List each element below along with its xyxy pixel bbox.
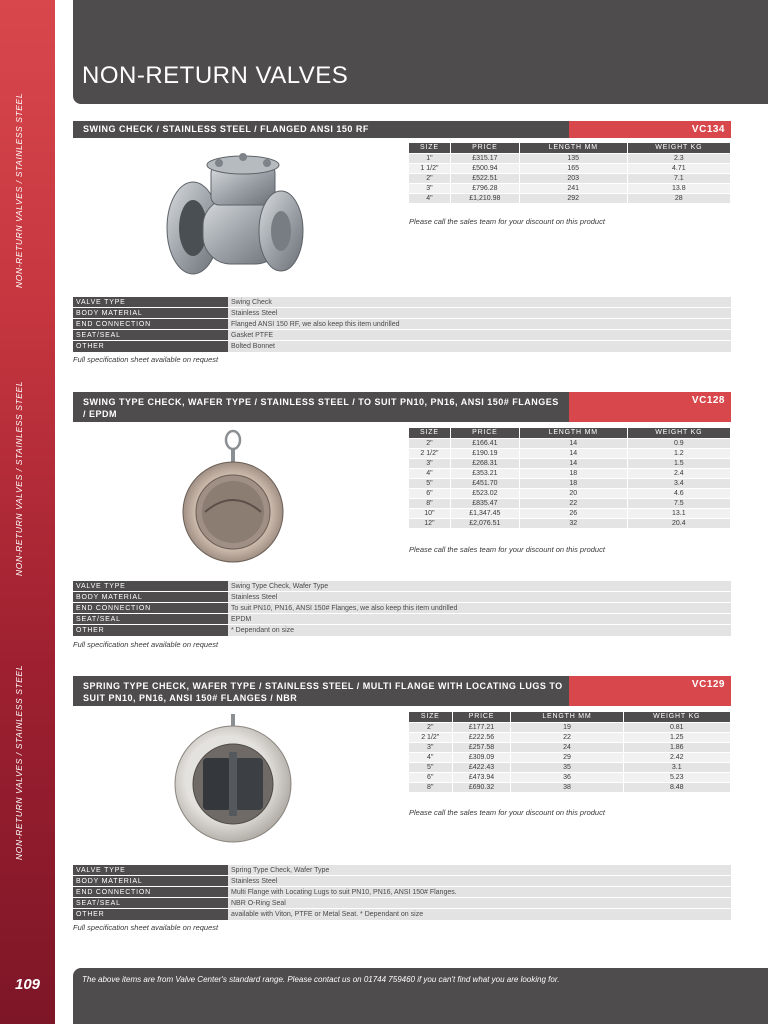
table-row — [409, 518, 731, 528]
size-table — [409, 143, 731, 203]
weight-cell: 4.71 — [627, 163, 730, 173]
spec-row — [73, 297, 731, 308]
spec-value: To suit PN10, PN16, ANSI 150# Flanges, we also keep this item undrilled — [228, 603, 731, 614]
size-cell: 12" — [409, 518, 450, 528]
full-spec-note: Full specification sheet available on request — [73, 640, 219, 649]
spec-key: OTHER — [73, 625, 228, 636]
spec-value: Swing Check — [228, 297, 731, 308]
spec-key: END CONNECTION — [73, 319, 228, 330]
price-cell: £268.31 — [450, 458, 519, 468]
table-row — [409, 458, 731, 468]
size-cell: 1" — [409, 153, 450, 163]
length-cell: 241 — [519, 183, 627, 193]
length-cell: 29 — [511, 752, 623, 762]
table-row — [409, 163, 731, 173]
spec-value: Bolted Bonnet — [228, 341, 731, 352]
column-header: LENGTH MM — [519, 428, 627, 438]
spec-row — [73, 876, 731, 887]
spec-value: Gasket PTFE — [228, 330, 731, 341]
length-cell: 36 — [511, 772, 623, 782]
price-cell: £177.21 — [452, 722, 511, 732]
column-header: LENGTH MM — [511, 712, 623, 722]
length-cell: 135 — [519, 153, 627, 163]
table-row — [409, 772, 731, 782]
price-cell: £222.56 — [452, 732, 511, 742]
spec-key: BODY MATERIAL — [73, 876, 228, 887]
full-spec-note: Full specification sheet available on request — [73, 355, 219, 364]
spec-key: VALVE TYPE — [73, 297, 228, 308]
size-cell: 10" — [409, 508, 450, 518]
column-header: WEIGHT KG — [627, 143, 730, 153]
length-cell: 22 — [511, 732, 623, 742]
table-row — [409, 498, 731, 508]
spec-row — [73, 308, 731, 319]
size-cell: 2" — [409, 438, 450, 448]
spec-key: END CONNECTION — [73, 887, 228, 898]
column-header: LENGTH MM — [519, 143, 627, 153]
table-row — [409, 762, 731, 772]
size-cell: 3" — [409, 183, 450, 193]
size-cell: 1 1/2" — [409, 163, 450, 173]
price-cell: £522.51 — [450, 173, 519, 183]
column-header: WEIGHT KG — [623, 712, 731, 722]
length-cell: 20 — [519, 488, 627, 498]
spec-table — [73, 864, 731, 920]
size-cell: 3" — [409, 458, 450, 468]
column-header: SIZE — [409, 712, 452, 722]
size-table — [409, 428, 731, 528]
column-header: PRICE — [452, 712, 511, 722]
weight-cell: 1.2 — [627, 448, 730, 458]
spec-row — [73, 319, 731, 330]
product-code: VC128 — [569, 392, 731, 422]
spec-value: Spring Type Check, Wafer Type — [228, 865, 731, 876]
spec-value: NBR O-Ring Seal — [228, 898, 731, 909]
spec-row — [73, 614, 731, 625]
weight-cell: 1.5 — [627, 458, 730, 468]
length-cell: 18 — [519, 468, 627, 478]
spec-row — [73, 625, 731, 636]
table-row — [409, 488, 731, 498]
price-cell: £1,347.45 — [450, 508, 519, 518]
spec-row — [73, 887, 731, 898]
price-cell: £835.47 — [450, 498, 519, 508]
product-header — [73, 392, 731, 422]
weight-cell: 13.8 — [627, 183, 730, 193]
product-code: VC129 — [569, 676, 731, 706]
sidebar-label: NON-RETURN VALVES / STAINLESS STEEL — [14, 664, 24, 860]
size-cell: 4" — [409, 193, 450, 203]
spec-key: BODY MATERIAL — [73, 308, 228, 319]
weight-cell: 1.25 — [623, 732, 731, 742]
footer-note: The above items are from Valve Center's standard range. Please contact us on 01744 759460 if you can't find what you are looking for. — [82, 975, 560, 984]
spec-key: OTHER — [73, 341, 228, 352]
product-vc129 — [73, 676, 731, 932]
spec-row — [73, 341, 731, 352]
spec-table — [73, 580, 731, 636]
table-row — [409, 448, 731, 458]
column-header: SIZE — [409, 143, 450, 153]
table-row — [409, 732, 731, 742]
price-cell: £500.94 — [450, 163, 519, 173]
spec-value: Swing Type Check, Wafer Type — [228, 581, 731, 592]
size-table — [409, 712, 731, 792]
length-cell: 14 — [519, 438, 627, 448]
spec-key: VALVE TYPE — [73, 865, 228, 876]
weight-cell: 5.23 — [623, 772, 731, 782]
spec-value: available with Viton, PTFE or Metal Seat. * Dependant on size — [228, 909, 731, 920]
size-cell: 2 1/2" — [409, 448, 450, 458]
weight-cell: 7.1 — [627, 173, 730, 183]
price-cell: £690.32 — [452, 782, 511, 792]
spec-row — [73, 865, 731, 876]
weight-cell: 1.86 — [623, 742, 731, 752]
size-cell: 2" — [409, 173, 450, 183]
length-cell: 203 — [519, 173, 627, 183]
table-row — [409, 438, 731, 448]
spec-row — [73, 603, 731, 614]
table-row — [409, 508, 731, 518]
weight-cell: 3.1 — [623, 762, 731, 772]
price-cell: £451.70 — [450, 478, 519, 488]
weight-cell: 13.1 — [627, 508, 730, 518]
weight-cell: 20.4 — [627, 518, 730, 528]
length-cell: 165 — [519, 163, 627, 173]
length-cell: 26 — [519, 508, 627, 518]
size-cell: 6" — [409, 772, 452, 782]
price-cell: £353.21 — [450, 468, 519, 478]
column-header: SIZE — [409, 428, 450, 438]
price-cell: £257.58 — [452, 742, 511, 752]
price-cell: £473.94 — [452, 772, 511, 782]
length-cell: 35 — [511, 762, 623, 772]
wafer-spring-check-valve-photo — [133, 712, 323, 847]
sidebar — [0, 0, 55, 1024]
swing-check-valve-photo — [133, 143, 323, 278]
length-cell: 19 — [511, 722, 623, 732]
page-title: NON-RETURN VALVES — [82, 62, 349, 89]
sidebar-label: NON-RETURN VALVES / STAINLESS STEEL — [14, 380, 24, 576]
size-cell: 5" — [409, 762, 452, 772]
size-cell: 4" — [409, 468, 450, 478]
size-cell: 5" — [409, 478, 450, 488]
spec-key: SEAT/SEAL — [73, 898, 228, 909]
weight-cell: 0.9 — [627, 438, 730, 448]
table-row — [409, 468, 731, 478]
product-code: VC134 — [569, 121, 731, 138]
length-cell: 14 — [519, 448, 627, 458]
size-cell: 8" — [409, 498, 450, 508]
spec-value: Multi Flange with Locating Lugs to suit PN10, PN16, ANSI 150# Flanges. — [228, 887, 731, 898]
weight-cell: 0.81 — [623, 722, 731, 732]
footer-band — [73, 968, 768, 1024]
weight-cell: 8.48 — [623, 782, 731, 792]
price-cell: £2,076.51 — [450, 518, 519, 528]
weight-cell: 2.3 — [627, 153, 730, 163]
price-cell: £796.28 — [450, 183, 519, 193]
discount-note: Please call the sales team for your discount on this product — [409, 217, 605, 226]
sidebar-label: NON-RETURN VALVES / STAINLESS STEEL — [14, 92, 24, 288]
spec-row — [73, 909, 731, 920]
spec-value: Flanged ANSI 150 RF, we also keep this item undrilled — [228, 319, 731, 330]
spec-key: SEAT/SEAL — [73, 330, 228, 341]
wafer-swing-check-valve-photo — [133, 428, 323, 563]
spec-value: Stainless Steel — [228, 876, 731, 887]
spec-value: EPDM — [228, 614, 731, 625]
size-cell: 6" — [409, 488, 450, 498]
weight-cell: 28 — [627, 193, 730, 203]
length-cell: 22 — [519, 498, 627, 508]
product-header — [73, 676, 731, 706]
size-cell: 2 1/2" — [409, 732, 452, 742]
weight-cell: 7.5 — [627, 498, 730, 508]
price-cell: £422.43 — [452, 762, 511, 772]
table-row — [409, 722, 731, 732]
spec-key: OTHER — [73, 909, 228, 920]
spec-row — [73, 898, 731, 909]
product-title: SWING CHECK / STAINLESS STEEL / FLANGED ANSI 150 RF — [83, 124, 369, 134]
size-cell: 8" — [409, 782, 452, 792]
spec-value: * Dependant on size — [228, 625, 731, 636]
full-spec-note: Full specification sheet available on request — [73, 923, 219, 932]
table-row — [409, 193, 731, 203]
length-cell: 24 — [511, 742, 623, 752]
price-cell: £190.19 — [450, 448, 519, 458]
table-row — [409, 752, 731, 762]
table-row — [409, 173, 731, 183]
size-cell: 2" — [409, 722, 452, 732]
spec-key: VALVE TYPE — [73, 581, 228, 592]
spec-table — [73, 296, 731, 352]
weight-cell: 3.4 — [627, 478, 730, 488]
spec-row — [73, 581, 731, 592]
price-cell: £309.09 — [452, 752, 511, 762]
weight-cell: 4.6 — [627, 488, 730, 498]
spec-key: END CONNECTION — [73, 603, 228, 614]
discount-note: Please call the sales team for your discount on this product — [409, 545, 605, 554]
size-cell: 3" — [409, 742, 452, 752]
spec-row — [73, 592, 731, 603]
spec-row — [73, 330, 731, 341]
spec-value: Stainless Steel — [228, 308, 731, 319]
price-cell: £523.02 — [450, 488, 519, 498]
length-cell: 14 — [519, 458, 627, 468]
table-row — [409, 183, 731, 193]
table-row — [409, 782, 731, 792]
discount-note: Please call the sales team for your discount on this product — [409, 808, 605, 817]
product-title: SWING TYPE CHECK, WAFER TYPE / STAINLESS STEEL / TO SUIT PN10, PN16, ANSI 150# FLANGES / EPDM — [83, 397, 559, 419]
price-cell: £315.17 — [450, 153, 519, 163]
table-row — [409, 742, 731, 752]
length-cell: 32 — [519, 518, 627, 528]
table-row — [409, 478, 731, 488]
size-cell: 4" — [409, 752, 452, 762]
product-title: SPRING TYPE CHECK, WAFER TYPE / STAINLESS STEEL / MULTI FLANGE WITH LOCATING LUGS TO SUIT PN10, PN16, ANSI 150# FLANGES / NBR — [83, 681, 563, 703]
weight-cell: 2.42 — [623, 752, 731, 762]
product-vc128 — [73, 392, 731, 649]
spec-key: SEAT/SEAL — [73, 614, 228, 625]
product-header — [73, 121, 731, 138]
spec-key: BODY MATERIAL — [73, 592, 228, 603]
column-header: WEIGHT KG — [627, 428, 730, 438]
product-vc134 — [73, 121, 731, 364]
page-number: 109 — [14, 976, 41, 993]
length-cell: 38 — [511, 782, 623, 792]
spec-value: Stainless Steel — [228, 592, 731, 603]
column-header: PRICE — [450, 428, 519, 438]
price-cell: £1,210.98 — [450, 193, 519, 203]
table-row — [409, 153, 731, 163]
length-cell: 18 — [519, 478, 627, 488]
column-header: PRICE — [450, 143, 519, 153]
length-cell: 292 — [519, 193, 627, 203]
weight-cell: 2.4 — [627, 468, 730, 478]
price-cell: £166.41 — [450, 438, 519, 448]
